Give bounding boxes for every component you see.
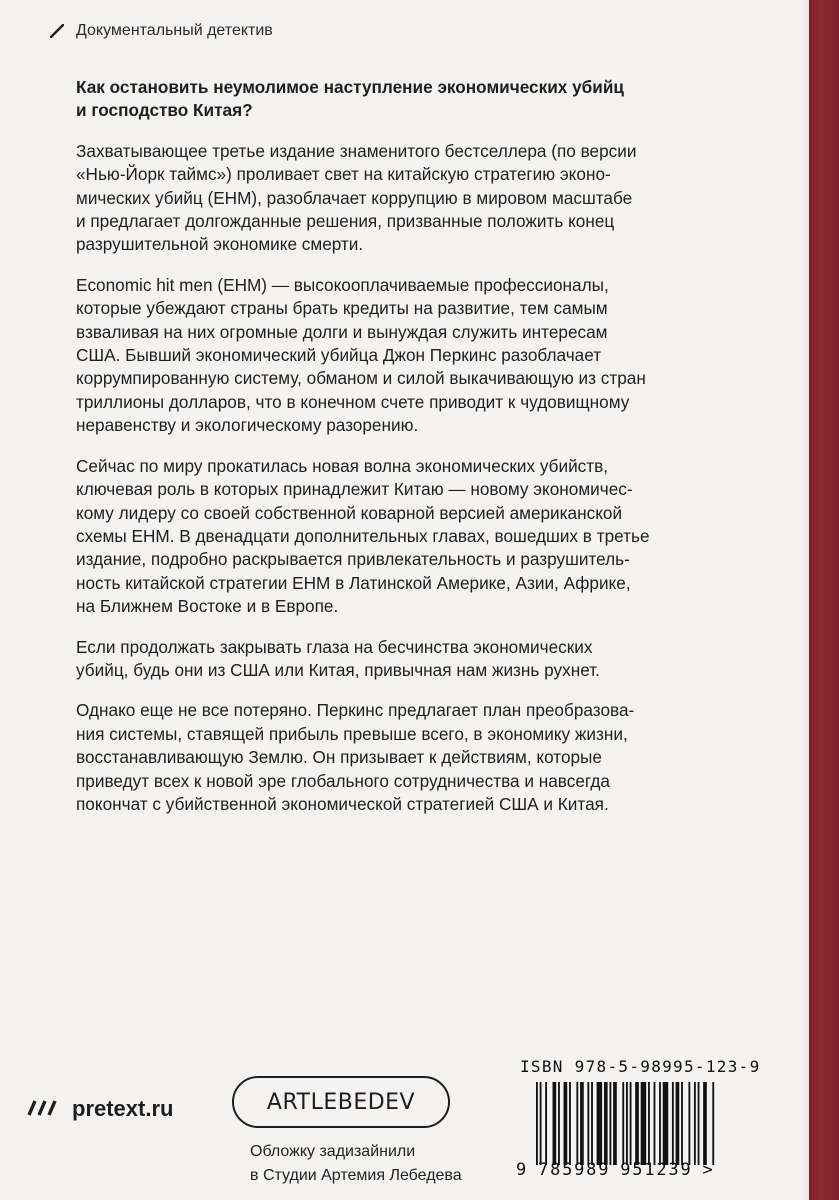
barcode-bar (587, 1082, 589, 1165)
barcode-bar (688, 1082, 690, 1165)
barcode-bar (576, 1082, 578, 1165)
page-edge (801, 0, 809, 1200)
barcode-bar (654, 1082, 656, 1165)
barcode-bar (663, 1082, 669, 1165)
barcode-bar (659, 1082, 661, 1165)
barcode-bar (545, 1082, 547, 1165)
barcode-bar (580, 1082, 584, 1165)
barcode-bar (694, 1082, 696, 1165)
paragraph-3: Сейчас по миру прокатилась новая волна экономических убийств, ключевая роль в которых принадлежит Китаю — новому экономичес- кому лидеру со своей собственной коварной версией американской схемы ЕНМ. В двенадцати дополнительных главах, вошедших в третье издание, подробно раскрывается привлекательность и разрушитель- ность китайской стратегии ЕНМ в Латинской Америке, Азии, Африке, на Ближнем Востоке и в Европе. (76, 455, 650, 617)
slashes-icon (26, 1096, 66, 1122)
barcode-digit-lead: 9 (516, 1160, 529, 1180)
barcode-bar (712, 1082, 714, 1165)
barcode-bar (648, 1082, 650, 1165)
barcode-bar (597, 1082, 603, 1165)
series-title: Документальный детектив (76, 22, 273, 39)
series-label (50, 22, 273, 40)
barcode-bar (672, 1082, 674, 1165)
barcode-bar (564, 1082, 568, 1165)
barcode-bar (698, 1082, 700, 1165)
barcode-bar (569, 1082, 571, 1165)
studio-logo (232, 1076, 450, 1128)
credit-line-2: в Студии Артемия Лебедева (250, 1167, 462, 1184)
barcode-bar (536, 1082, 538, 1165)
barcode-bar (622, 1082, 624, 1165)
barcode-bar (626, 1082, 628, 1165)
barcode-arrow: > (702, 1160, 715, 1180)
barcode-bar (591, 1082, 593, 1165)
barcode (536, 1082, 716, 1165)
barcode-bar (641, 1082, 647, 1165)
barcode-bar (613, 1082, 617, 1165)
barcode-bar (604, 1082, 608, 1165)
blurb (76, 76, 776, 833)
isbn-text: ISBN 978-5-98995-123-9 (520, 1057, 761, 1076)
paragraph-1: Захватывающее третье издание знаменитого бестселлера (по версии «Нью-Йорк таймс») проливает свет на китайскую стратегию эконо- мических убийц (ЕНМ), разоблачает коррупцию в мировом масштабе и предлагает долгожданные решения, призванные положить конец разрушительной экономике смерти. (76, 140, 637, 255)
publisher-brand (26, 1096, 173, 1122)
barcode-bar (609, 1082, 611, 1165)
barcode-digits (516, 1160, 715, 1180)
barcode-bar (540, 1082, 542, 1165)
paragraph-2: Economic hit men (EHM) — высокооплачиваемые профессионалы, которые убеждают страны брать кредиты на развитие, тем самым взваливая на них огромные долги и вынуждая служить интересам США. Бывший экономический убийца Джон Перкинс разоблачает коррумпированную систему, обманом и силой выкачивающую из стран триллионы долларов, что в конечном счете приводит к чудовищному неравенству и экологическому разорению. (76, 274, 646, 436)
barcode-bar (681, 1082, 683, 1165)
paragraph-5: Однако еще не все потеряно. Перкинс предлагает план преобразова- ния системы, ставящей прибыль превыше всего, в экономику жизни, восстанавливающую Землю. Он призывает к действиям, которые приведут всех к новой эре глобального сотрудничества и навсегда покончат с убийственной экономической стратегией США и Китая. (76, 700, 635, 814)
barcode-bar (558, 1082, 560, 1165)
barcode-bar (635, 1082, 639, 1165)
studio-logo-text: ARTLEBEDEV (266, 1089, 416, 1115)
barcode-bar (703, 1082, 707, 1165)
barcode-bar (553, 1082, 557, 1165)
publisher-url: pretext.ru (72, 1096, 174, 1121)
book-spine (809, 0, 839, 1200)
pencil-icon (50, 24, 64, 38)
barcode-digit-group-1: 785989 (538, 1160, 611, 1180)
credit-line-1: Обложку задизайнили (250, 1143, 416, 1160)
barcode-digit-group-2: 951239 (620, 1160, 693, 1180)
paragraph-4: Если продолжать закрывать глаза на бесчинства экономических убийц, будь они из США или Китая, привычная нам жизнь рухнет. (76, 636, 600, 680)
design-credit (250, 1140, 462, 1188)
headline: Как остановить неумолимое наступление экономических убийц и господство Китая? (76, 77, 624, 121)
barcode-bar (630, 1082, 632, 1165)
barcode-bar (676, 1082, 680, 1165)
